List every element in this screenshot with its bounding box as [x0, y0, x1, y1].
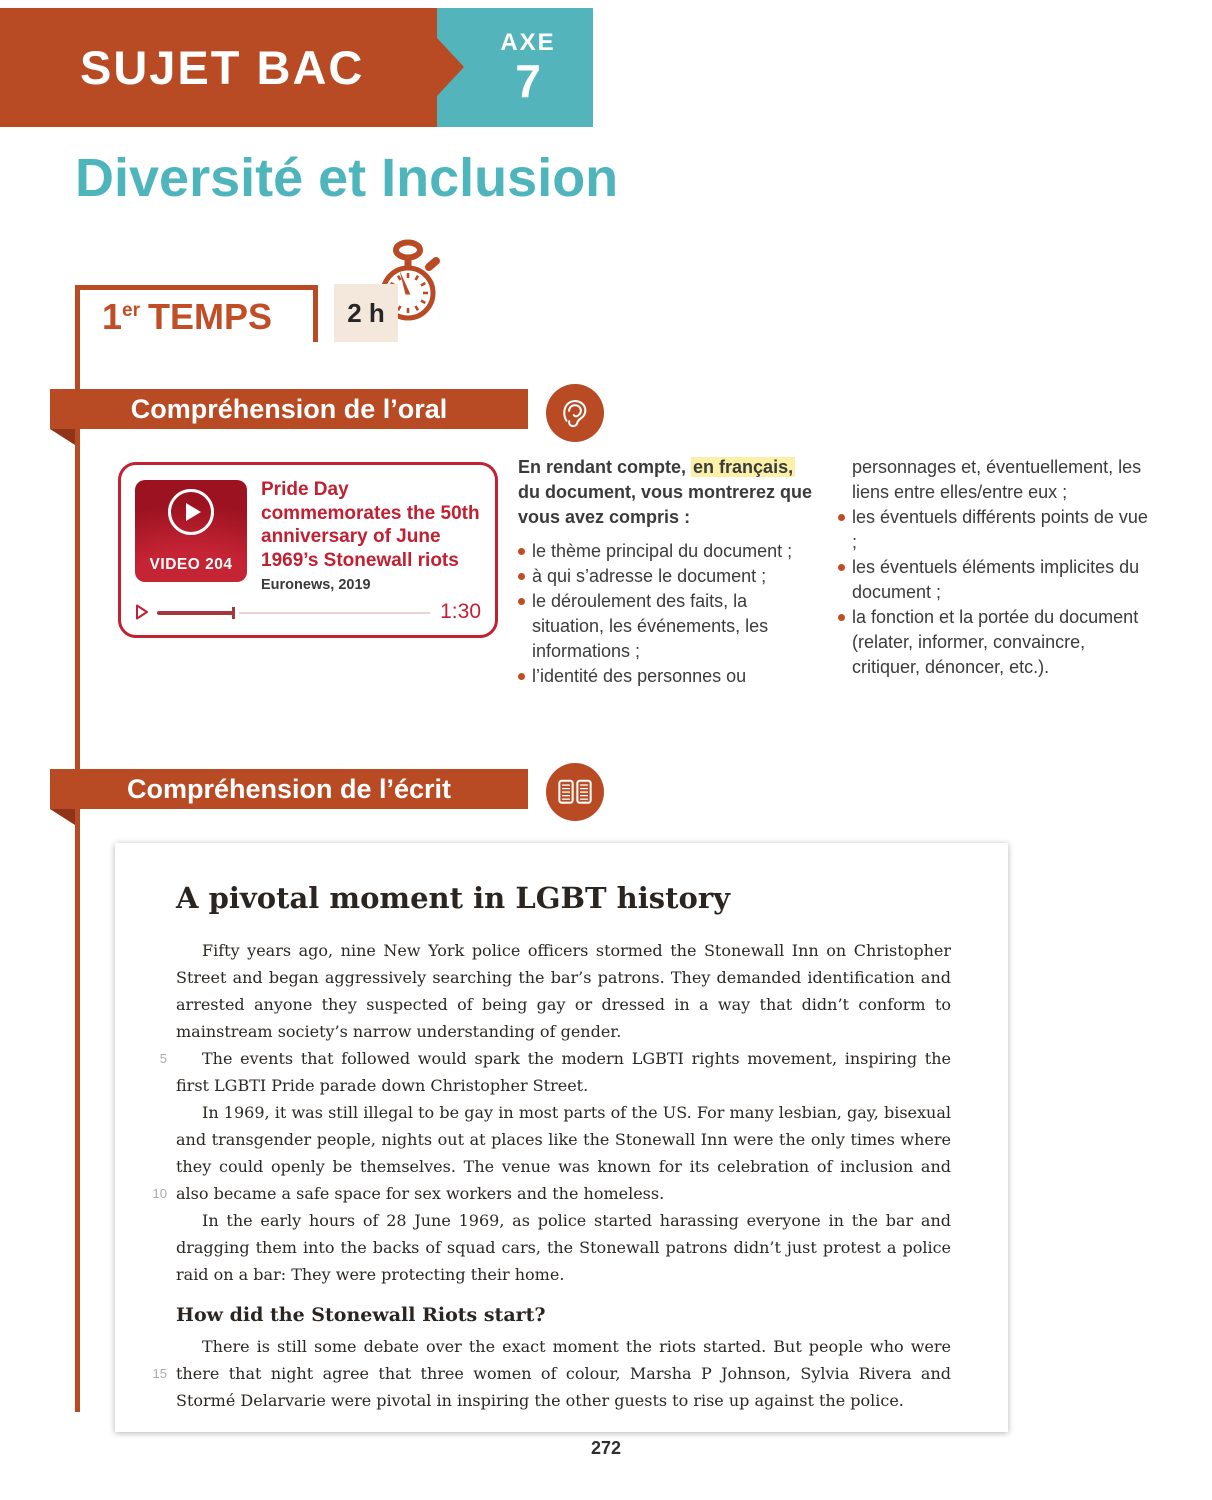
bullet-list-right	[838, 505, 1156, 680]
brand-title: SUJET BAC	[80, 41, 365, 94]
ecrit-icon-circle	[546, 763, 604, 821]
oral-section-title: Compréhension de l’oral	[130, 393, 448, 424]
article-body	[176, 937, 951, 1414]
bullet-item	[518, 589, 820, 664]
duration-value: 2 h	[347, 297, 385, 328]
article-title: A pivotal moment in LGBT history	[176, 881, 730, 915]
article-paragraph: The events that followed would spark the modern LGBTI rights movement, inspiring the first LGBTI Pride parade down Christopher Street.	[176, 1049, 951, 1095]
video-badge: VIDEO 204	[149, 556, 233, 573]
bullet-text: la fonction et la portée du document (relater, informer, convaincre, critiquer, dénoncer, etc.).	[852, 607, 1139, 677]
progress-handle[interactable]	[232, 607, 235, 619]
bullet-item	[518, 664, 820, 689]
bullet-dot-icon	[838, 564, 845, 571]
task-continuation: personnages et, éventuellement, les liens entre elles/entre eux ;	[852, 457, 1142, 502]
play-button[interactable]	[168, 489, 214, 535]
bullet-text: les éventuels éléments implicites du document ;	[852, 557, 1140, 602]
article-paragraph: Fifty years ago, nine New York police officers stormed the Stonewall Inn on Christopher Street and began aggressively searching the bar’s patrons. They demanded identification and arrested anyone they suspected of being gay or dressed in a way that didn’t conform to mainstream society’s narrow understanding of gender.	[176, 941, 951, 1041]
progress-bar[interactable]	[157, 606, 430, 618]
temps-ordinal: er	[122, 300, 140, 321]
brand-banner	[0, 8, 437, 127]
bullet-text: le déroulement des faits, la situation, les événements, les informations ;	[532, 591, 769, 661]
bullet-text: l’identité des personnes ou	[532, 666, 747, 686]
bullet-dot-icon	[838, 514, 845, 521]
play-icon	[186, 503, 201, 521]
video-source: Euronews, 2019	[261, 577, 371, 593]
video-card[interactable]	[118, 462, 498, 638]
ecrit-section-title: Compréhension de l’écrit	[126, 773, 452, 804]
player-row	[135, 602, 481, 622]
video-duration: 1:30	[440, 600, 481, 623]
bullet-text: les éventuels différents points de vue ;	[852, 507, 1148, 552]
article-paragraph: In the early hours of 28 June 1969, as police started harassing everyone in the bar and dragging them into the backs of squad cars, the Stonewall patrons didn’t just protest a police raid on a bar: They were protecting their home.	[176, 1211, 951, 1284]
bullet-item	[838, 505, 1156, 555]
article-subheading: How did the Stonewall Riots start?	[176, 1304, 546, 1326]
section-banner-ecrit	[50, 769, 528, 809]
axe-number: 7	[515, 55, 541, 108]
intro-highlight: en français,	[693, 457, 794, 477]
oral-task-column-middle	[518, 455, 820, 689]
oral-task-column-right	[838, 455, 1156, 680]
ribbon-fold	[50, 809, 75, 825]
progress-played	[157, 611, 233, 615]
brand-arrow-icon	[437, 38, 464, 96]
bullet-item	[518, 539, 820, 564]
bullet-item	[838, 555, 1156, 605]
bullet-text: le thème principal du document ;	[532, 541, 793, 561]
player-play-icon[interactable]	[135, 603, 149, 621]
article-paragraph: In 1969, it was still illegal to be gay in most parts of the US. For many lesbian, gay, bisexual and transgender people, nights out at places like the Stonewall Inn were the only times where they could openly be themselves. The venue was known for its celebration of inclusion and also became a safe space for sex workers and the homeless.	[176, 1103, 951, 1203]
ear-icon	[557, 395, 593, 431]
video-texts	[261, 478, 489, 593]
intro-pre: En rendant compte,	[518, 457, 692, 477]
intro-post: du document, vous montrerez que vous avez compris :	[518, 482, 813, 527]
temps-label: TEMPS	[148, 296, 273, 337]
bullet-list-left	[518, 539, 820, 689]
ribbon-fold	[50, 429, 75, 445]
video-title: Pride Day commemorates the 50th anniversary of June 1969’s Stonewall riots	[261, 479, 480, 571]
bullet-item	[838, 605, 1156, 680]
line-number: 10	[152, 1186, 167, 1201]
page-number: 272	[590, 1438, 622, 1458]
article-card	[115, 843, 1008, 1432]
video-thumbnail[interactable]	[135, 480, 247, 582]
bullet-dot-icon	[838, 614, 845, 621]
temps-number: 1	[102, 296, 123, 337]
bullet-dot-icon	[518, 573, 525, 580]
bullet-item	[518, 564, 820, 589]
vertical-rule	[75, 285, 80, 1412]
bullet-dot-icon	[518, 548, 525, 555]
oral-icon-circle	[546, 384, 604, 442]
bullet-dot-icon	[518, 673, 525, 680]
line-number: 5	[159, 1051, 167, 1066]
line-number: 15	[152, 1366, 167, 1381]
progress-remaining	[239, 612, 430, 615]
section-banner-oral	[50, 389, 528, 429]
duration-badge	[334, 284, 398, 342]
temps-heading	[102, 296, 272, 338]
axe-label: AXE	[500, 29, 556, 57]
page-title: Diversité et Inclusion	[75, 148, 619, 208]
bullet-text: à qui s’adresse le document ;	[532, 566, 767, 586]
article-paragraph: There is still some debate over the exact moment the riots started. But people who were there that night agree that three women of colour, Marsha P Johnson, Sylvia Rivera and Stormé Delarvarie were pivotal in inspiring the other guests to rise up against the police.	[176, 1337, 951, 1410]
open-book-icon	[557, 778, 593, 807]
bullet-dot-icon	[518, 598, 525, 605]
oral-task-intro	[518, 455, 820, 530]
